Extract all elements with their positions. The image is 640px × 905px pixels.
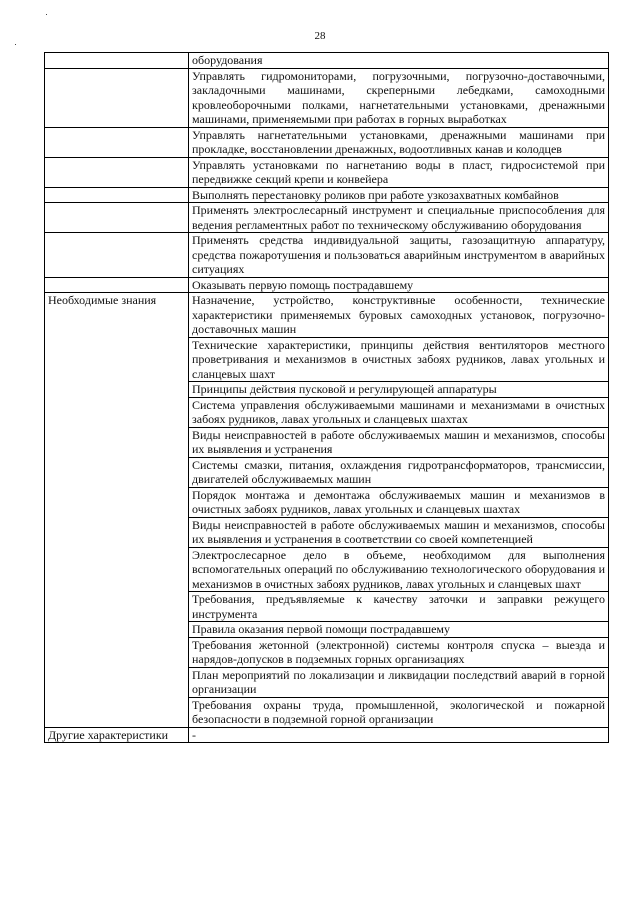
table-row xyxy=(45,727,609,743)
table-row xyxy=(45,203,609,233)
section-label xyxy=(45,157,189,187)
section-label xyxy=(45,203,189,233)
table-cell: Выполнять перестановку роликов при работе узкозахватных комбайнов xyxy=(189,187,609,203)
table-cell: Управлять гидромониторами, погрузочными, погрузочно-доставочными, закладочными машинами, скреперными лебедками, самоходными кровлеоборочными полками, нагнетательными установками, дренажными машинами, применяемыми при работах в горных выработках xyxy=(189,68,609,127)
knowledge-item: Технические характеристики, принципы действия вентиляторов местного проветривания и механизмов в очистных забоях рудников, лавах угольных и сланцевых шахт xyxy=(189,337,609,382)
section-label xyxy=(45,187,189,203)
section-label xyxy=(45,127,189,157)
knowledge-item: Назначение, устройство, конструктивные особенности, технические характеристики применяемых буровых самоходных установок, погрузочно-доставочных машин xyxy=(189,293,609,338)
competency-table xyxy=(44,52,609,743)
knowledge-item: План мероприятий по локализации и ликвидации последствий аварий в горной организации xyxy=(189,667,609,697)
page-number: 28 xyxy=(314,30,326,42)
table-row xyxy=(45,157,609,187)
table-row xyxy=(45,68,609,127)
table-cell: Управлять установками по нагнетанию воды в пласт, гидросистемой при передвижке секций крепи и конвейера xyxy=(189,157,609,187)
table-row xyxy=(45,277,609,293)
section-label xyxy=(45,53,189,69)
table-cell: Управлять нагнетательными установками, дренажными машинами при прокладке, восстановлении дренажных, водоотливных канав и колодцев xyxy=(189,127,609,157)
knowledge-item: Правила оказания первой помощи пострадавшему xyxy=(189,622,609,638)
knowledge-item: Принципы действия пусковой и регулирующей аппаратуры xyxy=(189,382,609,398)
section-label xyxy=(45,277,189,293)
other-label: Другие характеристики xyxy=(45,727,189,743)
scan-speck xyxy=(15,44,16,45)
table-row xyxy=(45,127,609,157)
knowledge-item: Требования жетонной (электронной) системы контроля спуска – выезда и нарядов-допусков в подземных горных организациях xyxy=(189,637,609,667)
table-cell: оборудования xyxy=(189,53,609,69)
knowledge-item: Требования охраны труда, промышленной, экологической и пожарной безопасности в подземной горной организации xyxy=(189,697,609,727)
table-row xyxy=(45,293,609,338)
section-label xyxy=(45,233,189,278)
table-row xyxy=(45,233,609,278)
table-cell: Оказывать первую помощь пострадавшему xyxy=(189,277,609,293)
table-cell: Применять средства индивидуальной защиты, газозащитную аппаратуру, средства пожаротушения и пользоваться аварийным инструментом в аварийных ситуациях xyxy=(189,233,609,278)
table-row xyxy=(45,187,609,203)
knowledge-item: Системы смазки, питания, охлаждения гидротрансформаторов, трансмиссии, двигателей обслуживаемых машин xyxy=(189,457,609,487)
section-label xyxy=(45,68,189,127)
knowledge-item: Порядок монтажа и демонтажа обслуживаемых машин и механизмов в очистных забоях рудников, лавах угольных и сланцевых шахтах xyxy=(189,487,609,517)
table-cell: Применять электрослесарный инструмент и специальные приспособления для ведения регламентных работ по техническому обслуживанию оборудования xyxy=(189,203,609,233)
knowledge-label: Необходимые знания xyxy=(45,293,189,728)
knowledge-item: Требования, предъявляемые к качеству заточки и заправки режущего инструмента xyxy=(189,592,609,622)
knowledge-item: Виды неисправностей в работе обслуживаемых машин и механизмов, способы их выявления и устранения xyxy=(189,427,609,457)
scan-speck xyxy=(46,14,47,15)
table-row xyxy=(45,53,609,69)
knowledge-item: Электрослесарное дело в объеме, необходимом для выполнения вспомогательных операций по обслуживанию технологического оборудования и механизмов в очистных забоях рудников, лавах угольных и сланцевых шахт xyxy=(189,547,609,592)
other-value: - xyxy=(189,727,609,743)
knowledge-item: Система управления обслуживаемыми машинами и механизмами в очистных забоях рудников, лавах угольных и сланцевых шахтах xyxy=(189,397,609,427)
knowledge-item: Виды неисправностей в работе обслуживаемых машин и механизмов, способы их выявления и устранения в соответствии со своей компетенцией xyxy=(189,517,609,547)
